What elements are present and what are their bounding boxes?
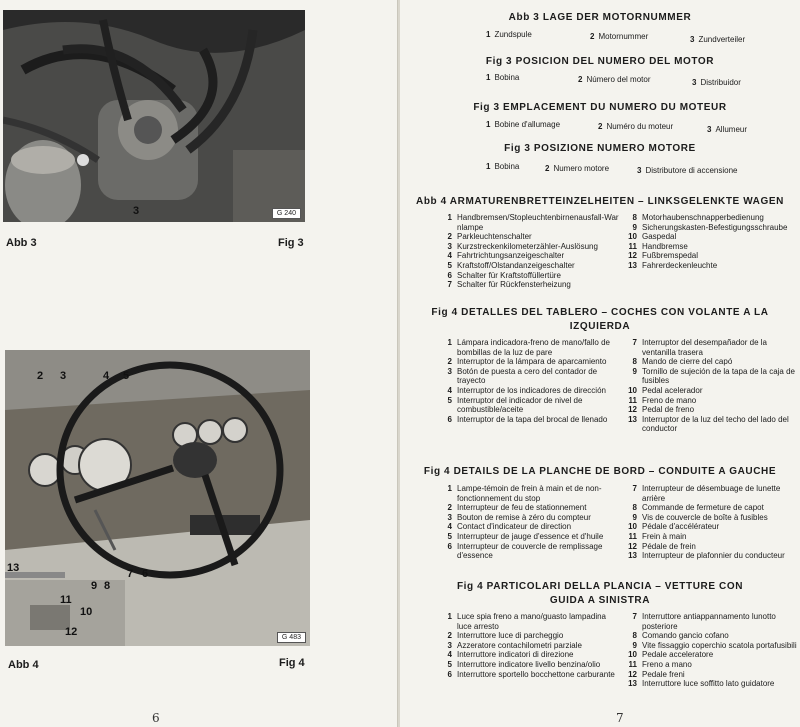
- engine-photo: [3, 10, 305, 222]
- legend-item: [625, 513, 797, 523]
- item-number: 2: [598, 122, 603, 131]
- legend-item: [625, 367, 795, 386]
- legend-item: [440, 503, 620, 513]
- item-number: 8: [632, 503, 637, 513]
- legend-item: [625, 670, 797, 680]
- item-number: 2: [578, 75, 583, 84]
- item-number: 11: [628, 395, 637, 405]
- item-text: Pedale freni: [642, 669, 685, 679]
- legend-item: [625, 631, 797, 641]
- fig4-es-legend-right: [625, 338, 795, 434]
- legend-item: [440, 641, 620, 651]
- legend-item: [440, 612, 620, 631]
- item-text: Interrupteur de jauge d'essence et d'huile: [457, 531, 604, 541]
- item-text: Fahrtrichtungsanzeigeschalter: [457, 251, 565, 261]
- item-text: Interruptor de la luz del techo del lado del conductor: [642, 414, 789, 434]
- item-text: Schalter für Kraftstoffüllertüre: [457, 270, 561, 280]
- fig4-de-legend-left: [440, 213, 620, 290]
- item-text: Comando gancio cofano: [642, 631, 729, 641]
- dash-callout-9: 9: [91, 580, 98, 592]
- legend-item: [625, 679, 797, 689]
- item-number: 2: [447, 503, 452, 513]
- legend-item: [625, 650, 797, 660]
- legend-item: [440, 484, 620, 503]
- dashboard-illustration: [5, 350, 310, 646]
- fig4-de-legend-right: [625, 213, 795, 271]
- item-text: Bobine d'allumage: [494, 120, 561, 129]
- item-number: 7: [447, 280, 452, 290]
- legend-item: [440, 386, 620, 396]
- fig4-es-legend-left: [440, 338, 620, 424]
- item-number: 11: [628, 531, 637, 541]
- fig3-de-item-2: [590, 32, 648, 41]
- item-text: Sicherungskasten-Befestigungsschraube: [642, 222, 788, 232]
- item-text: Zundspule: [494, 30, 532, 39]
- fig3-es-heading: Fig 3 POSICION DEL NUMERO DEL MOTOR: [485, 56, 715, 67]
- legend-item: [625, 386, 795, 396]
- item-text: Distributore di accensione: [645, 166, 738, 175]
- dash-callout-12: 12: [65, 626, 78, 638]
- dash-callout-5: 5: [123, 370, 130, 382]
- item-number: 7: [632, 612, 637, 621]
- fig4-fr-legend-left: [440, 484, 620, 561]
- legend-item: [440, 670, 620, 680]
- item-number: 12: [628, 541, 637, 551]
- item-number: 1: [447, 484, 452, 493]
- item-number: 4: [447, 385, 452, 395]
- item-text: Parkleuchtenschalter: [457, 232, 532, 242]
- item-number: 9: [632, 640, 637, 650]
- fig3-it-item-2: [545, 164, 609, 173]
- dash-callout-10: 10: [80, 606, 93, 618]
- item-number: 4: [447, 251, 452, 261]
- engine-callout-3: 3: [133, 205, 140, 217]
- fig3-es-item-3: [692, 78, 741, 87]
- item-number: 10: [628, 385, 637, 395]
- item-text: Lampe-témoin de frein à main et de non-fonctionnement du stop: [457, 484, 602, 503]
- fig4-it-legend-left: [440, 612, 620, 679]
- item-number: 3: [447, 241, 452, 251]
- fig3-fr-item-3: [707, 125, 747, 134]
- legend-item: [625, 532, 797, 542]
- item-number: 5: [447, 531, 452, 541]
- item-number: 6: [447, 414, 452, 424]
- item-text: Bobina: [494, 162, 520, 171]
- item-text: Handbremse: [642, 241, 688, 251]
- fig3-it-heading: Fig 3 POSIZIONE NUMERO MOTORE: [504, 143, 696, 154]
- item-number: 1: [486, 30, 491, 39]
- legend-item: [440, 660, 620, 670]
- fig3-de-heading: Abb 3 LAGE DER MOTORNUMMER: [508, 12, 692, 23]
- legend-item: [625, 338, 795, 357]
- item-number: 10: [628, 232, 637, 242]
- fig4-fr-legend-right: [625, 484, 797, 561]
- legend-item: [625, 660, 797, 670]
- page-number-right: 7: [616, 711, 624, 725]
- item-number: 1: [486, 162, 491, 171]
- item-number: 11: [628, 659, 637, 669]
- dash-callout-2: 2: [37, 370, 44, 382]
- legend-item: [625, 251, 795, 261]
- item-number: 1: [486, 73, 491, 82]
- item-number: 5: [447, 260, 452, 270]
- item-number: 11: [628, 241, 637, 251]
- fig4-it-heading-line1: Fig 4 PARTICOLARI DELLA PLANCIA – VETTURE CON: [456, 581, 744, 592]
- fig4-it-heading-line2: GUIDA A SINISTRA: [549, 595, 651, 606]
- item-number: 3: [447, 512, 452, 522]
- item-text: Numéro du moteur: [606, 122, 674, 131]
- item-number: 10: [628, 650, 637, 660]
- item-text: Número del motor: [586, 75, 651, 84]
- legend-item: [440, 396, 620, 415]
- fig3-it-item-3: [637, 166, 738, 175]
- item-number: 12: [628, 251, 637, 261]
- item-text: Pedal acelerador: [642, 385, 703, 395]
- item-text: Motornummer: [598, 32, 649, 41]
- legend-item: [440, 367, 620, 386]
- item-text: Gaspedal: [642, 232, 677, 242]
- fig4-fr-heading: Fig 4 DETAILS DE LA PLANCHE DE BORD – CONDUITE A GAUCHE: [423, 466, 777, 477]
- item-text: Zundverteiler: [698, 35, 746, 44]
- item-text: Pédale d'accélérateur: [642, 522, 720, 532]
- item-number: 1: [447, 213, 452, 222]
- legend-item: [440, 522, 620, 532]
- item-number: 4: [447, 522, 452, 532]
- item-text: Bobina: [494, 73, 520, 82]
- item-number: 9: [632, 512, 637, 522]
- item-number: 1: [447, 338, 452, 347]
- item-number: 1: [486, 120, 491, 129]
- legend-item: [440, 213, 620, 232]
- item-number: 3: [447, 366, 452, 376]
- fig4-photo-code: G 483: [277, 632, 306, 643]
- item-number: 6: [447, 270, 452, 280]
- item-number: 5: [447, 395, 452, 405]
- legend-item: [440, 271, 620, 281]
- legend-item: [440, 338, 620, 357]
- item-number: 1: [447, 612, 452, 621]
- item-text: Contact d'indicateur de direction: [457, 522, 572, 532]
- item-text: Interruptor del desempañador de la ventanilla trasera: [642, 338, 767, 357]
- fig4-es-heading-line1: Fig 4 DETALLES DEL TABLERO – COCHES CON VOLANTE A LA: [431, 307, 769, 318]
- item-text: Interruptor del indicador de nivel de combustible/aceite: [457, 395, 583, 415]
- item-text: Interruttore indicatori di direzione: [457, 650, 574, 660]
- legend-item: [625, 232, 795, 242]
- item-text: Interrupteur de couvercle de remplissage d'essence: [457, 541, 603, 561]
- item-text: Pedale acceleratore: [642, 650, 714, 660]
- item-text: Interruttore sportello bocchettone carburante: [457, 669, 615, 679]
- item-text: Interruptor de la lámpara de aparcamiento: [457, 357, 607, 367]
- legend-item: [625, 612, 797, 631]
- item-text: Kraftstoff/Olstandanzeigeschalter: [457, 260, 575, 270]
- legend-item: [625, 641, 797, 651]
- item-text: Interruptor de la tapa del brocal de llenado: [457, 414, 608, 424]
- item-text: Frein à main: [642, 531, 687, 541]
- item-number: 9: [632, 366, 637, 376]
- legend-item: [440, 232, 620, 242]
- item-number: 3: [447, 640, 452, 650]
- legend-item: [625, 522, 797, 532]
- item-text: Freno de mano: [642, 395, 697, 405]
- left-page: [0, 0, 398, 727]
- item-number: 10: [628, 522, 637, 532]
- item-number: 3: [707, 125, 712, 134]
- item-text: Schalter für Rückfensterheizung: [457, 280, 571, 290]
- legend-item: [625, 551, 797, 561]
- item-number: 13: [628, 260, 637, 270]
- item-number: 2: [447, 631, 452, 641]
- item-number: 7: [632, 338, 637, 347]
- legend-item: [440, 631, 620, 641]
- item-number: 2: [447, 232, 452, 242]
- item-text: Fahrerdeckenleuchte: [642, 260, 718, 270]
- item-number: 8: [632, 631, 637, 641]
- legend-item: [440, 357, 620, 367]
- item-number: 2: [590, 32, 595, 41]
- item-number: 2: [447, 357, 452, 367]
- item-number: 8: [632, 357, 637, 367]
- legend-item: [440, 251, 620, 261]
- fig3-fr-item-1: [486, 120, 560, 129]
- item-number: 7: [632, 484, 637, 493]
- item-text: Azzeratore contachilometri parziale: [457, 640, 582, 650]
- fig3-es-item-2: [578, 75, 650, 84]
- item-number: 5: [447, 659, 452, 669]
- legend-item: [440, 242, 620, 252]
- fig4-it-legend-right: [625, 612, 797, 689]
- item-text: Lámpara indicadora-freno de mano/fallo de bombillas de la luz de pare: [457, 338, 610, 357]
- item-text: Fußbremspedal: [642, 251, 699, 261]
- item-number: 3: [690, 35, 695, 44]
- legend-item: [625, 261, 795, 271]
- item-text: Commande de fermeture de capot: [642, 503, 764, 513]
- legend-item: [440, 532, 620, 542]
- item-number: 3: [637, 166, 642, 175]
- fig3-photo-code: G 240: [272, 208, 301, 219]
- dash-callout-4: 4: [103, 370, 110, 382]
- item-number: 3: [692, 78, 697, 87]
- legend-item: [440, 513, 620, 523]
- item-text: Botón de puesta a cero del contador de trayecto: [457, 366, 598, 386]
- item-text: Allumeur: [715, 125, 748, 134]
- item-text: Tornillo de sujeción de la tapa de la caja de fusibles: [642, 366, 795, 386]
- item-text: Interrupteur de désembuage de lunette arrière: [642, 484, 781, 503]
- legend-item: [440, 261, 620, 271]
- legend-item: [625, 415, 795, 434]
- legend-item: [625, 242, 795, 252]
- item-text: Freno a mano: [642, 659, 692, 669]
- legend-item: [440, 542, 620, 561]
- fig3-fr-item-2: [598, 122, 673, 131]
- item-number: 13: [628, 414, 637, 424]
- item-text: Interruttore luce di parcheggio: [457, 631, 564, 641]
- item-text: Distribuidor: [700, 78, 741, 87]
- fig3-de-item-1: [486, 30, 532, 39]
- legend-item: [625, 396, 795, 406]
- item-text: Interruttore antiappannamento lunotto posteriore: [642, 612, 776, 631]
- legend-item: [625, 503, 797, 513]
- item-number: 6: [447, 541, 452, 551]
- legend-item: [625, 357, 795, 367]
- dash-callout-7: 7: [127, 568, 134, 580]
- item-text: Interrupteur de feu de stationnement: [457, 503, 587, 513]
- dash-callout-8: 8: [104, 580, 111, 592]
- legend-item: [625, 223, 795, 233]
- item-number: 12: [628, 669, 637, 679]
- fig3-caption-de: Abb 3: [6, 237, 37, 249]
- legend-item: [625, 542, 797, 552]
- dash-callout-11: 11: [60, 594, 72, 606]
- fig3-caption-es: Fig 3: [278, 237, 304, 249]
- item-text: Handbremsen/Stopleuchtenbirnenausfall-Warnlampe: [457, 213, 619, 232]
- item-text: Pedal de freno: [642, 405, 695, 415]
- item-text: Luce spia freno a mano/guasto lampadina luce arresto: [457, 612, 606, 631]
- item-text: Numero motore: [553, 164, 610, 173]
- item-number: 4: [447, 650, 452, 660]
- dash-callout-13: 13: [7, 562, 20, 574]
- item-text: Kurzstreckenkilometerzähler-Auslösung: [457, 241, 598, 251]
- item-number: 13: [628, 679, 637, 689]
- item-text: Vis de couvercle de boîte à fusibles: [642, 512, 768, 522]
- item-number: 13: [628, 551, 637, 561]
- dash-callout-3: 3: [60, 370, 67, 382]
- item-number: 12: [628, 405, 637, 415]
- legend-item: [625, 484, 797, 503]
- fig3-es-item-1: [486, 73, 519, 82]
- item-text: Motorhaubenschnapperbedienung: [642, 213, 764, 222]
- fig4-es-heading-line2: IZQUIERDA: [569, 321, 631, 332]
- legend-item: [440, 415, 620, 425]
- item-text: Pédale de frein: [642, 541, 696, 551]
- dash-callout-6: 6: [142, 568, 149, 580]
- item-number: 2: [545, 164, 550, 173]
- legend-item: [440, 280, 620, 290]
- item-text: Mando de cierre del capó: [642, 357, 733, 367]
- fig3-it-item-1: [486, 162, 519, 171]
- item-number: 6: [447, 669, 452, 679]
- fig3-fr-heading: Fig 3 EMPLACEMENT DU NUMERO DU MOTEUR: [473, 102, 727, 113]
- engine-illustration: [3, 10, 305, 222]
- page-number-left: 6: [152, 711, 160, 725]
- item-number: 9: [632, 222, 637, 232]
- fig4-caption-es: Fig 4: [279, 657, 305, 669]
- item-text: Vite fissaggio coperchio scatola portafusibili: [642, 640, 797, 650]
- legend-item: [625, 405, 795, 415]
- item-text: Interruttore indicatore livello benzina/olio: [457, 659, 601, 669]
- item-number: 8: [632, 213, 637, 222]
- legend-item: [625, 213, 795, 223]
- legend-item: [440, 650, 620, 660]
- dashboard-photo: [5, 350, 310, 646]
- fig4-de-heading: Abb 4 ARMATURENBRETTEINZELHEITEN – LINKSGELENKTE WAGEN: [416, 196, 784, 207]
- fig3-de-item-3: [690, 35, 745, 44]
- item-text: Interrupteur de plafonnier du conducteur: [642, 551, 785, 561]
- item-text: Interruptor de los indicadores de dirección: [457, 385, 606, 395]
- right-page: [400, 0, 800, 727]
- item-text: Bouton de remise à zéro du compteur: [457, 512, 591, 522]
- fig4-caption-de: Abb 4: [8, 659, 39, 671]
- item-text: Interruttore luce soffitto lato guidatore: [642, 679, 775, 689]
